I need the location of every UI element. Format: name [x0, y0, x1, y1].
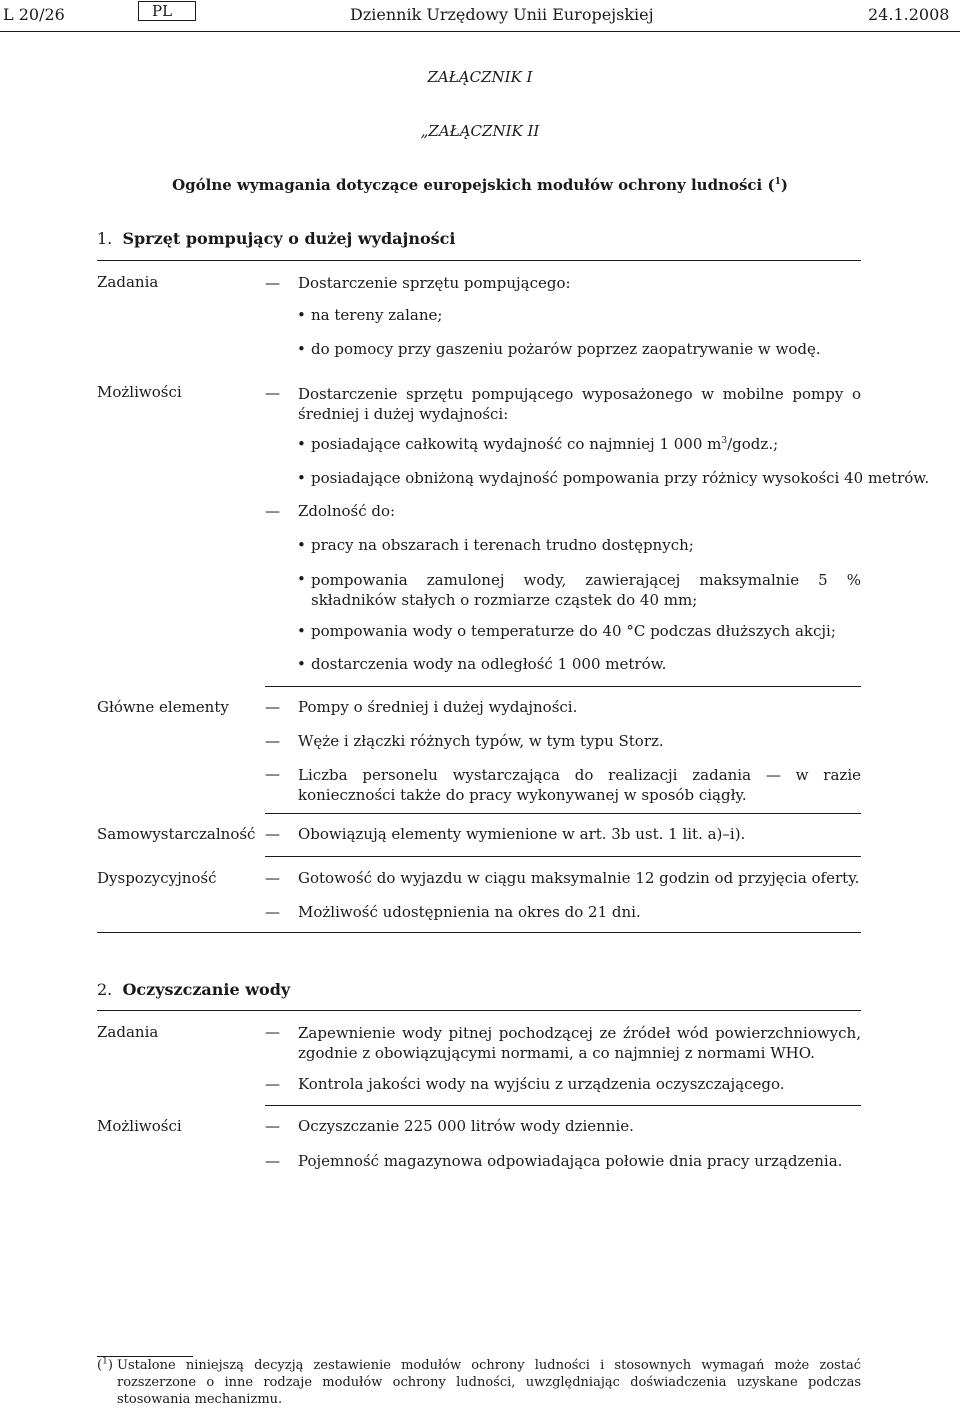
bullet-marker: • [297, 655, 306, 673]
dash-marker: — [265, 1117, 280, 1135]
capacity-unit: /godz.; [727, 435, 779, 453]
dash-text: Pompy o średniej i dużej wydajności. [298, 698, 578, 716]
glowne-elementy-label: Główne elementy [97, 698, 229, 716]
capacity-text: posiadające całkowitą wydajność co najmniej 1 000 m [311, 435, 722, 453]
section-2-top-rule [97, 1010, 861, 1011]
dash-marker: — [265, 869, 280, 887]
dash-text: Gotowość do wyjazdu w ciągu maksymalnie 12 godzin od przyjęcia oferty. [298, 869, 860, 887]
section-1-heading [97, 229, 455, 248]
dash-text: Liczba personelu wystarczająca do realizacji zadania — w razie konieczności także do pracy wykonywanej w sposób ciągły. [298, 766, 861, 804]
footnote-text: Ustalone niniejszą decyzją zestawienie modułów ochrony ludności i stosownych wymagań może zostać rozszerzone o inne rodzaje modułów ochrony ludności, uwzględniając doświadczenia uzyskane podczas stosowania mechanizmu. [117, 1358, 861, 1407]
samowystarczalnosc-label: Samowystarczalność [97, 825, 256, 843]
footnote-number: 1 [102, 1356, 108, 1367]
dyspozycyjnosc-label: Dyspozycyjność [97, 869, 217, 887]
section-2-title: Oczyszczanie wody [122, 980, 291, 999]
dash-marker: — [265, 732, 280, 750]
document-heading [0, 176, 960, 194]
heading-footnote-ref[interactable]: 1 [774, 177, 781, 187]
mozliwosci-label: Możliwości [97, 383, 182, 401]
dash-marker: — [265, 384, 280, 402]
dash-text: Kontrola jakości wody na wyjściu z urządzenia oczyszczającego. [298, 1075, 785, 1093]
footnote [97, 1357, 861, 1408]
footnote-marker: ($^1$) [97, 1356, 113, 1373]
dash-text: Obowiązują elementy wymienione w art. 3b ust. 1 lit. a)–i). [298, 825, 746, 843]
dash-text: Zdolność do: [298, 502, 396, 520]
bullet-text [311, 435, 778, 453]
dash-text: Możliwość udostępnienia na okres do 21 dni. [298, 903, 641, 921]
dash-marker: — [265, 903, 280, 921]
dash-marker: — [265, 765, 280, 783]
dash-text: Pojemność magazynowa odpowiadająca połowie dnia pracy urządzenia. [298, 1152, 843, 1170]
bullet-text: do pomocy przy gaszeniu pożarów poprzez zaopatrywanie w wodę. [311, 340, 821, 358]
page-ref: L 20/26 [3, 5, 65, 24]
bullet-marker: • [297, 306, 306, 324]
dash-text: Zapewnienie wody pitnej pochodzącej ze źródeł wód powierzchniowych, zgodnie z obowiązującymi normami, a co najmniej z normami WHO. [298, 1024, 861, 1062]
bullet-marker: • [297, 340, 306, 358]
journal-title: Dziennik Urzędowy Unii Europejskiej [350, 5, 654, 24]
bullet-marker: • [297, 570, 306, 588]
dash-text: Oczyszczanie 225 000 litrów wody dziennie. [298, 1117, 634, 1135]
publication-date: 24.1.2008 [868, 5, 950, 24]
row-rule [265, 856, 861, 857]
dash-text: Dostarczenie sprzętu pompującego: [298, 274, 571, 292]
language-code: PL [152, 2, 173, 20]
dash-marker: — [265, 274, 280, 292]
bullet-text: pracy na obszarach i terenach trudno dostępnych; [311, 536, 694, 554]
dash-marker: — [265, 825, 280, 843]
dash-marker: — [265, 1075, 280, 1093]
bullet-text: dostarczenia wody na odległość 1 000 metrów. [311, 655, 667, 673]
row-rule [265, 686, 861, 687]
section-1-bottom-rule [97, 932, 861, 933]
section-2-heading [97, 980, 290, 999]
bullet-marker: • [297, 536, 306, 554]
section-1-top-rule [97, 260, 861, 261]
row-rule [265, 1105, 861, 1106]
header-rule [0, 31, 960, 32]
bullet-text: pompowania wody o temperaturze do 40 °C podczas dłuższych akcji; [311, 622, 836, 640]
zadania-label: Zadania [97, 273, 159, 291]
bullet-text: posiadające obniżoną wydajność pompowania przy różnicy wysokości 40 metrów. [311, 469, 930, 487]
dash-marker: — [265, 698, 280, 716]
mozliwosci-label: Możliwości [97, 1117, 182, 1135]
annex-subtitle: „ZAŁĄCZNIK II [420, 122, 540, 140]
bullet-text: pompowania zamulonej wody, zawierającej maksymalnie 5 % składników stałych o rozmiarze cząstek do 40 mm; [311, 571, 861, 609]
dash-marker: — [265, 502, 280, 520]
heading-close: ) [780, 176, 788, 194]
heading-text: Ogólne wymagania dotyczące europejskich modułów ochrony ludności ( [172, 176, 775, 194]
dash-marker: — [265, 1152, 280, 1170]
zadania-label: Zadania [97, 1023, 159, 1041]
row-rule [265, 813, 861, 814]
bullet-marker: • [297, 435, 306, 453]
dash-text: Węże i złączki różnych typów, w tym typu Storz. [298, 732, 664, 750]
section-2-number: 2. [97, 980, 113, 999]
annex-title: ZAŁĄCZNIK I [427, 68, 533, 86]
bullet-marker: • [297, 622, 306, 640]
dash-text: Dostarczenie sprzętu pompującego wyposażonego w mobilne pompy o średniej i dużej wydajności: [298, 385, 861, 423]
section-1-title: Sprzęt pompujący o dużej wydajności [122, 229, 456, 248]
section-1-number: 1. [97, 229, 113, 248]
language-badge [138, 1, 196, 21]
bullet-marker: • [297, 469, 306, 487]
dash-marker: — [265, 1023, 280, 1041]
bullet-text: na tereny zalane; [311, 306, 443, 324]
capacity-superscript: 3 [721, 436, 728, 446]
